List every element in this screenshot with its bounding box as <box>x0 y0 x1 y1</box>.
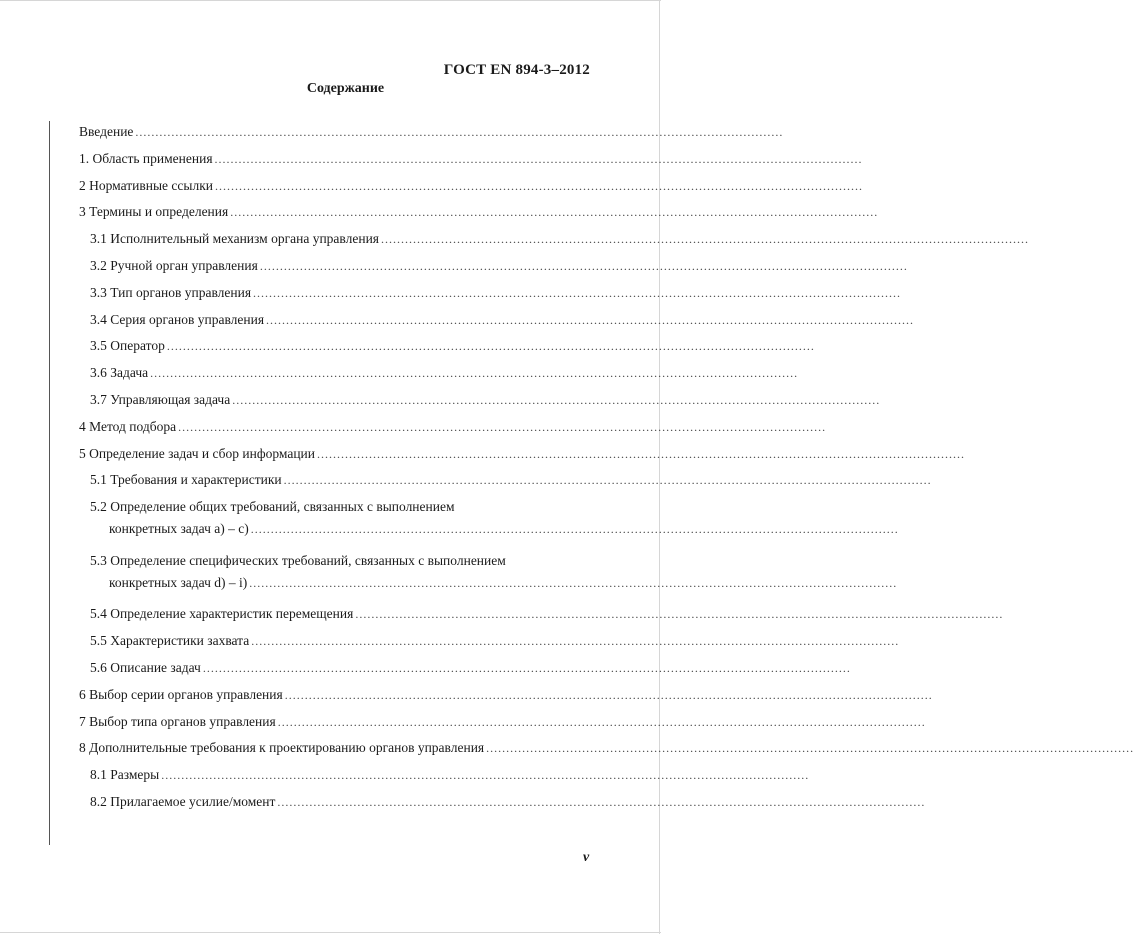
toc-entry-selection-method[interactable] <box>79 415 827 442</box>
toc-entry-label: 6 Выбор серии органов управления <box>79 686 283 702</box>
dot-leader: .................................................................................................................................................................. <box>266 312 915 327</box>
dot-leader: .................................................................................................................................................................. <box>215 178 863 193</box>
toc-entry-label: 5.6 Описание задач <box>90 659 201 675</box>
dot-leader: .................................................................................................................................................................. <box>317 446 965 461</box>
toc-entry-label: 5.4 Определение характеристик перемещения <box>90 606 354 622</box>
toc-entry-label: 3.6 Задача <box>90 365 149 381</box>
toc-entry-label: 5.1 Требования и характеристики <box>90 472 282 488</box>
toc-entry-label: 5.3 Определение специфических требований, связанных с выполнением <box>90 552 506 568</box>
toc-entry-control-series[interactable] <box>79 683 933 710</box>
toc-entry-introduction[interactable] <box>79 120 784 147</box>
toc-entry-label: 3.4 Серия органов управления <box>90 311 265 327</box>
page-frame-bottom <box>0 932 661 933</box>
toc-entry-8-1[interactable] <box>79 763 810 790</box>
toc-entry-8-2[interactable] <box>79 790 926 817</box>
toc-entry-5-5[interactable] <box>79 629 900 656</box>
toc-entry-label: 8 Дополнительные требования к проектированию органов управления <box>79 740 485 756</box>
margin-rule <box>49 121 50 845</box>
dot-leader: .................................................................................................................................................................. <box>283 473 932 488</box>
dot-leader: .................................................................................................................................................................. <box>381 232 1030 247</box>
toc-entry-terms[interactable] <box>79 200 879 227</box>
toc-entry-label: 3 Термины и определения <box>79 204 229 220</box>
toc-entry-label: 5.2 Определение общих требований, связанных с выполнением <box>90 499 455 515</box>
dot-leader: .................................................................................................................................................................. <box>214 151 863 166</box>
toc-entry-3-1[interactable] <box>79 227 1030 254</box>
table-of-contents <box>79 120 1134 817</box>
toc-entry-additional-requirements[interactable] <box>79 736 1134 763</box>
toc-entry-label: 8.2 Прилагаемое усилие/момент <box>90 793 276 809</box>
toc-entry-5-4[interactable] <box>79 602 1004 629</box>
dot-leader: .................................................................................................................................................................. <box>249 575 898 590</box>
page-number: v <box>583 850 590 865</box>
toc-entry-3-7[interactable] <box>79 388 881 415</box>
toc-entry-label: 2 Нормативные ссылки <box>79 177 213 193</box>
toc-entry-label: 7 Выбор типа органов управления <box>79 713 276 729</box>
toc-entry-control-type[interactable] <box>79 710 926 737</box>
dot-leader: .................................................................................................................................................................. <box>284 687 933 702</box>
dot-leader: .................................................................................................................................................................. <box>251 634 900 649</box>
toc-entry-label: 5.5 Характеристики захвата <box>90 633 250 649</box>
dot-leader: .................................................................................................................................................................. <box>202 660 851 675</box>
toc-entry-label: 3.3 Тип органов управления <box>90 284 252 300</box>
toc-entry-label: 8.1 Размеры <box>90 767 160 783</box>
toc-entry-5-6[interactable] <box>79 656 851 683</box>
toc-entry-normative-references[interactable] <box>79 174 863 201</box>
toc-entry-label: 1. Область применения <box>79 150 213 166</box>
dot-leader: .................................................................................................................................................................. <box>230 205 879 220</box>
dot-leader: .................................................................................................................................................................. <box>277 714 926 729</box>
toc-entry-continuation: конкретных задач a) – c) <box>109 521 249 537</box>
toc-entry-scope[interactable] <box>79 147 863 174</box>
toc-entry-3-3[interactable] <box>79 281 902 308</box>
toc-entry-label: Введение <box>79 124 134 139</box>
toc-entry-5-1[interactable] <box>79 468 932 495</box>
dot-leader: .................................................................................................................................................................. <box>355 607 1004 622</box>
toc-entry-3-6[interactable] <box>79 361 799 388</box>
dot-leader: .................................................................................................................................................................. <box>232 392 881 407</box>
dot-leader: .................................................................................................................................................................. <box>250 522 899 537</box>
toc-entry-3-2[interactable] <box>79 254 908 281</box>
dot-leader: .................................................................................................................................................................. <box>253 285 902 300</box>
toc-entry-label: 3.1 Исполнительный механизм органа управления <box>90 231 380 247</box>
dot-leader: .................................................................................................................................................................. <box>161 768 810 783</box>
page-frame-top <box>0 0 661 1</box>
toc-title: Содержание <box>306 81 385 96</box>
dot-leader: .................................................................................................................................................................. <box>135 125 784 139</box>
dot-leader: .................................................................................................................................................................. <box>259 258 908 273</box>
toc-entry-3-5[interactable] <box>79 334 815 361</box>
dot-leader: .................................................................................................................................................................. <box>277 794 926 809</box>
dot-leader: .................................................................................................................................................................. <box>166 339 815 354</box>
toc-entry-3-4[interactable] <box>79 308 915 335</box>
toc-entry-label: 3.2 Ручной орган управления <box>90 257 258 273</box>
toc-entry-label: 5 Определение задач и сбор информации <box>79 445 315 461</box>
dot-leader: .................................................................................................................................................................. <box>150 366 799 381</box>
toc-entry-5-3[interactable] <box>79 549 898 603</box>
toc-entry-label: 4 Метод подбора <box>79 418 177 434</box>
toc-entry-continuation: конкретных задач d) – i) <box>109 574 248 590</box>
dot-leader: .................................................................................................................................................................. <box>178 419 827 434</box>
toc-entry-5-2[interactable] <box>79 495 899 549</box>
toc-entry-label: 3.7 Управляющая задача <box>90 391 231 407</box>
document-code: ГОСТ EN 894-3–2012 <box>443 62 590 78</box>
toc-entry-label: 3.5 Оператор <box>90 338 165 354</box>
toc-entry-task-definition[interactable] <box>79 442 965 469</box>
dot-leader: .................................................................................................................................................................. <box>486 741 1134 756</box>
